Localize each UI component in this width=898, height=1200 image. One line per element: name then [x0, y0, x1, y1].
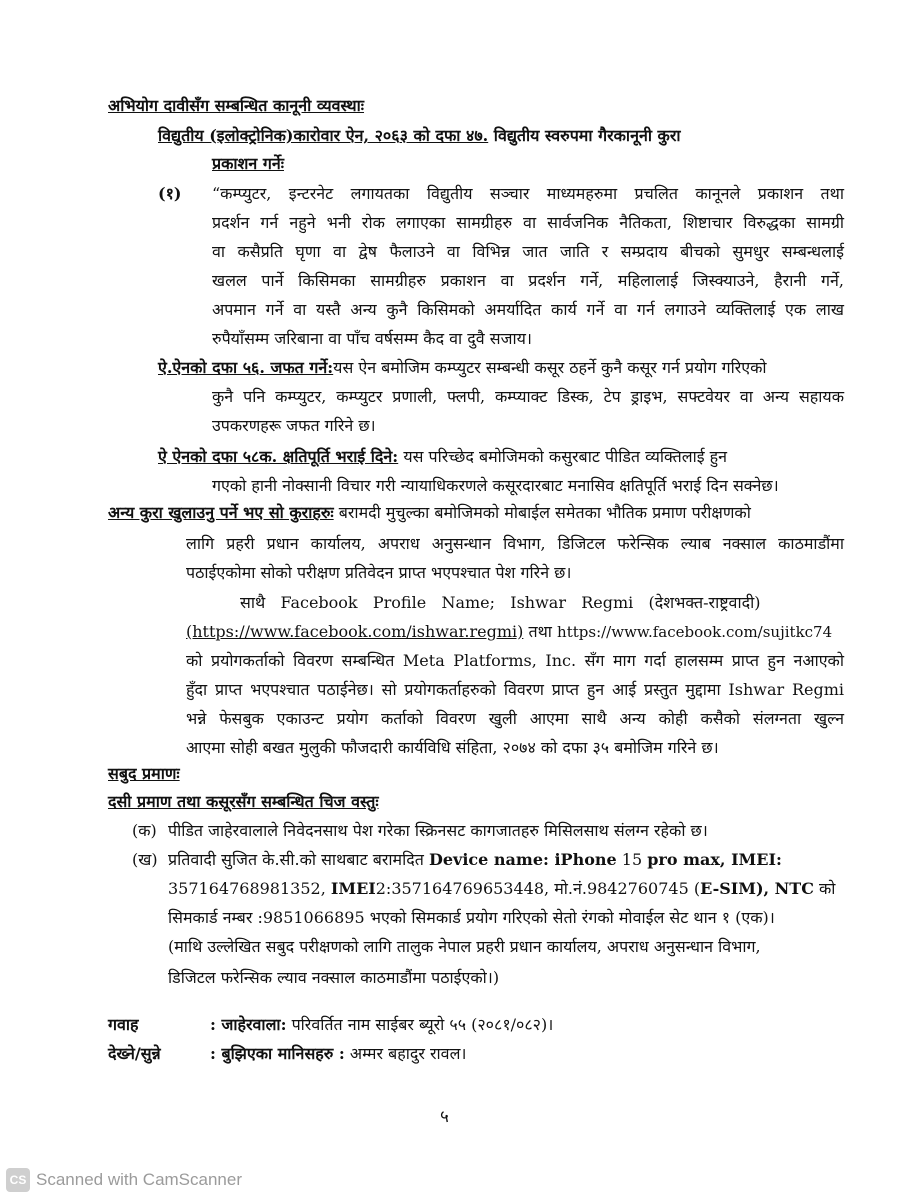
law3-title: ऐ ऐनको दफा ५८क. क्षतिपूर्ति भराई दिने:: [158, 447, 399, 466]
other-matters-line1: [108, 502, 844, 524]
law1-line: रुपैयाँसम्म जरिबाना वा पाँच वर्षसम्म कैद वा दुवै सजाय।: [212, 329, 532, 348]
other-matters-text: बरामदी मुचुल्का बमोजिमको मोबाईल समेतका भौतिक प्रमाण परीक्षणको: [338, 503, 751, 522]
camscanner-footer: [0, 1164, 320, 1196]
law2-line1: [158, 357, 844, 379]
witness-complainant-value: परिवर्तित नाम साईबर ब्यूरो ५५ (२०८१/०८२)।: [286, 1015, 554, 1034]
kha-ko: को: [813, 879, 836, 898]
facebook-para-line: हुँदा प्राप्त भएपश्चात पठाईनेछ। सो प्रयोगकर्ताहरुको विवरण प्राप्त हुन आई प्रस्तुत मुद्दामा Ishwar Regmi: [186, 680, 844, 699]
law1-line: प्रदर्शन गर्न नहुने भनी रोक लगाएका सामग्रीहरु वा सार्वजनिक नैतिकता, शिष्टाचार विरुद्धका सामग्री: [212, 213, 844, 232]
tatha-text: तथा: [523, 622, 558, 641]
kha-esim-ntc: E-SIM), NTC: [700, 879, 814, 898]
law2-line: उपकरणहरू जफत गरिने छ।: [212, 416, 376, 435]
page-number: ५: [440, 1107, 449, 1127]
law2-text: यस ऐन बमोजिम कम्प्युटर सम्बन्धी कसूर ठहर्ने कुनै कसूर गर्न प्रयोग गरिएको: [333, 358, 767, 377]
law1-number: (१): [158, 184, 182, 203]
law1-title-line: [158, 125, 681, 147]
kha-text-a: प्रतिवादी सुजित के.सी.को साथबाट बरामदित: [168, 850, 429, 869]
kha-imei-label: IMEI: [330, 879, 376, 898]
witness-label: गवाह: [108, 1015, 139, 1034]
law1-line: अपमान गर्ने वा यस्तै अन्य कुनै किसिमको अमर्यादित कार्य गर्ने वा गर्न लगाउने व्यक्तिलाई एक लाख: [212, 300, 844, 319]
law1-subtitle: विद्युतीय स्वरुपमा गैरकानूनी कुरा: [493, 126, 681, 145]
law2-title: ऐ.ऐनको दफा ५६. जफत गर्ने:: [158, 358, 334, 377]
kha-model-number: 15: [616, 850, 648, 869]
eyewitness-label: देख्ने/सुन्ने: [108, 1044, 161, 1063]
evidence-item-kha-line1: [168, 849, 782, 871]
evidence-subheading: दसी प्रमाण तथा कसूरसँग सम्बन्धित चिज वस्तुः: [108, 792, 379, 811]
facebook-url-sujit[interactable]: https://www.facebook.com/sujitkc74: [557, 623, 833, 641]
evidence-heading: सबुद प्रमाणः: [108, 764, 180, 783]
camscanner-logo-icon: CS: [6, 1168, 30, 1192]
facebook-url-ishwar[interactable]: (https://www.facebook.com/ishwar.regmi): [186, 622, 524, 641]
kha-device-name: Device name: iPhone: [428, 850, 617, 869]
evidence-item-kha-label: (ख): [132, 850, 158, 869]
facebook-para-line: को प्रयोगकर्ताको विवरण सम्बन्धित Meta Platforms, Inc. सँग माग गर्दा हालसम्म प्राप्त हुन नआएको: [186, 651, 844, 670]
other-matters-line: लागि प्रहरी प्रधान कार्यालय, अपराध अनुसन्धान विभाग, डिजिटल फरेन्सिक ल्याब नक्साल काठमाडौंमा: [186, 534, 844, 553]
law1-title: विद्युतीय (इलोक्ट्रोनिक)कारोवार ऐन, २०६३ को दफा ४७.: [158, 126, 489, 145]
witness-persons-label: : बुझिएका मानिसहरु :: [210, 1044, 345, 1063]
witness-row-persons: [210, 1043, 467, 1065]
kha-model-imei: pro max, IMEI:: [647, 850, 782, 869]
witness-row-complainant: [210, 1014, 553, 1036]
facebook-urls-line: [186, 621, 832, 643]
legal-provisions-heading: अभियोग दावीसँग सम्बन्धित कानूनी व्यवस्थाः: [108, 96, 365, 115]
evidence-item-ka-label: (क): [132, 821, 157, 840]
law1-line: वा कसैप्रति घृणा वा द्वेष फैलाउने वा विभिन्न जात जाति र सम्प्रदाय बीचको सुमधुर सम्बन्धलाई: [212, 242, 844, 261]
law1-line: “कम्प्युटर, इन्टरनेट लगायतका विद्युतीय सञ्चार माध्यमहरुमा प्रचलित कानूनले प्रकाशन तथा: [212, 184, 844, 203]
law3-line: गएको हानी नोक्सानी विचार गरी न्यायाधिकरणले कसूरदारबाट मनासिव क्षतिपूर्ति भराई दिन सक्नेछ।: [212, 476, 779, 495]
other-matters-line: पठाईएकोमा सोको परीक्षण प्रतिवेदन प्राप्त भएपश्चात पेश गरिने छ।: [186, 563, 572, 582]
kha-imei2-mobile: 2:357164769653448, मो.नं.9842760745 (: [375, 879, 701, 898]
witness-complainant-label: : जाहेरवाला:: [210, 1015, 287, 1034]
camscanner-text: Scanned with CamScanner: [36, 1170, 243, 1189]
facebook-para-line: आएमा सोही बखत मुलुकी फौजदारी कार्यविधि संहिता, २०७४ को दफा ३५ बमोजिम गरिने छ।: [186, 738, 719, 757]
law1-subtitle-2: प्रकाशन गर्नेः: [212, 154, 284, 173]
facebook-profile-line: साथै Facebook Profile Name; Ishwar Regmi (देशभक्त-राष्ट्रवादी): [240, 593, 761, 612]
other-matters-heading: अन्य कुरा खुलाउनु पर्ने भए सो कुराहरुः: [108, 503, 334, 522]
witness-persons-value: अम्मर बहादुर रावल।: [344, 1044, 467, 1063]
law3-line1: [158, 446, 844, 468]
law3-text: यस परिच्छेद बमोजिमको कसुरबाट पीडित व्यक्तिलाई हुन: [403, 447, 728, 466]
facebook-para-line: भन्ने फेसबुक एकाउन्ट प्रयोग कर्ताको विवरण खुली आएमा साथै अन्य कोही कसैको संलग्नता खुल्न: [186, 709, 844, 728]
kha-imei1: 357164768981352,: [168, 879, 331, 898]
evidence-item-kha-line2: [168, 878, 835, 900]
evidence-item-ka: पीडित जाहेरवालाले निवेदनसाथ पेश गरेका स्क्रिनसट कागजातहरु मिसिलसाथ संलग्न रहेको छ।: [168, 821, 708, 840]
evidence-item-kha-line3: सिमकार्ड नम्बर :9851066895 भएको सिमकार्ड प्रयोग गरिएको सेतो रंगको मोवाईल सेट थान १ (एक)।: [168, 908, 775, 927]
evidence-item-kha-line5: डिजिटल फरेन्सिक ल्याव नक्साल काठमाडौंमा पठाईएको।): [168, 968, 500, 987]
law1-line: खलल पार्ने किसिमका सामग्रीहरु प्रकाशन वा प्रदर्शन गर्ने, महिलालाई जिस्क्याउने, हैरानी गर्ने,: [212, 271, 844, 290]
law2-line: कुनै पनि कम्प्युटर, कम्प्युटर प्रणाली, फ्लपी, कम्प्याक्ट डिस्क, टेप ड्राइभ, सफ्टवेयर वा अन्य सहायक: [212, 387, 844, 406]
evidence-item-kha-line4: (माथि उल्लेखित सबुद परीक्षणको लागि तालुक नेपाल प्रहरी प्रधान कार्यालय, अपराध अनुसन्धान विभाग,: [168, 937, 761, 956]
